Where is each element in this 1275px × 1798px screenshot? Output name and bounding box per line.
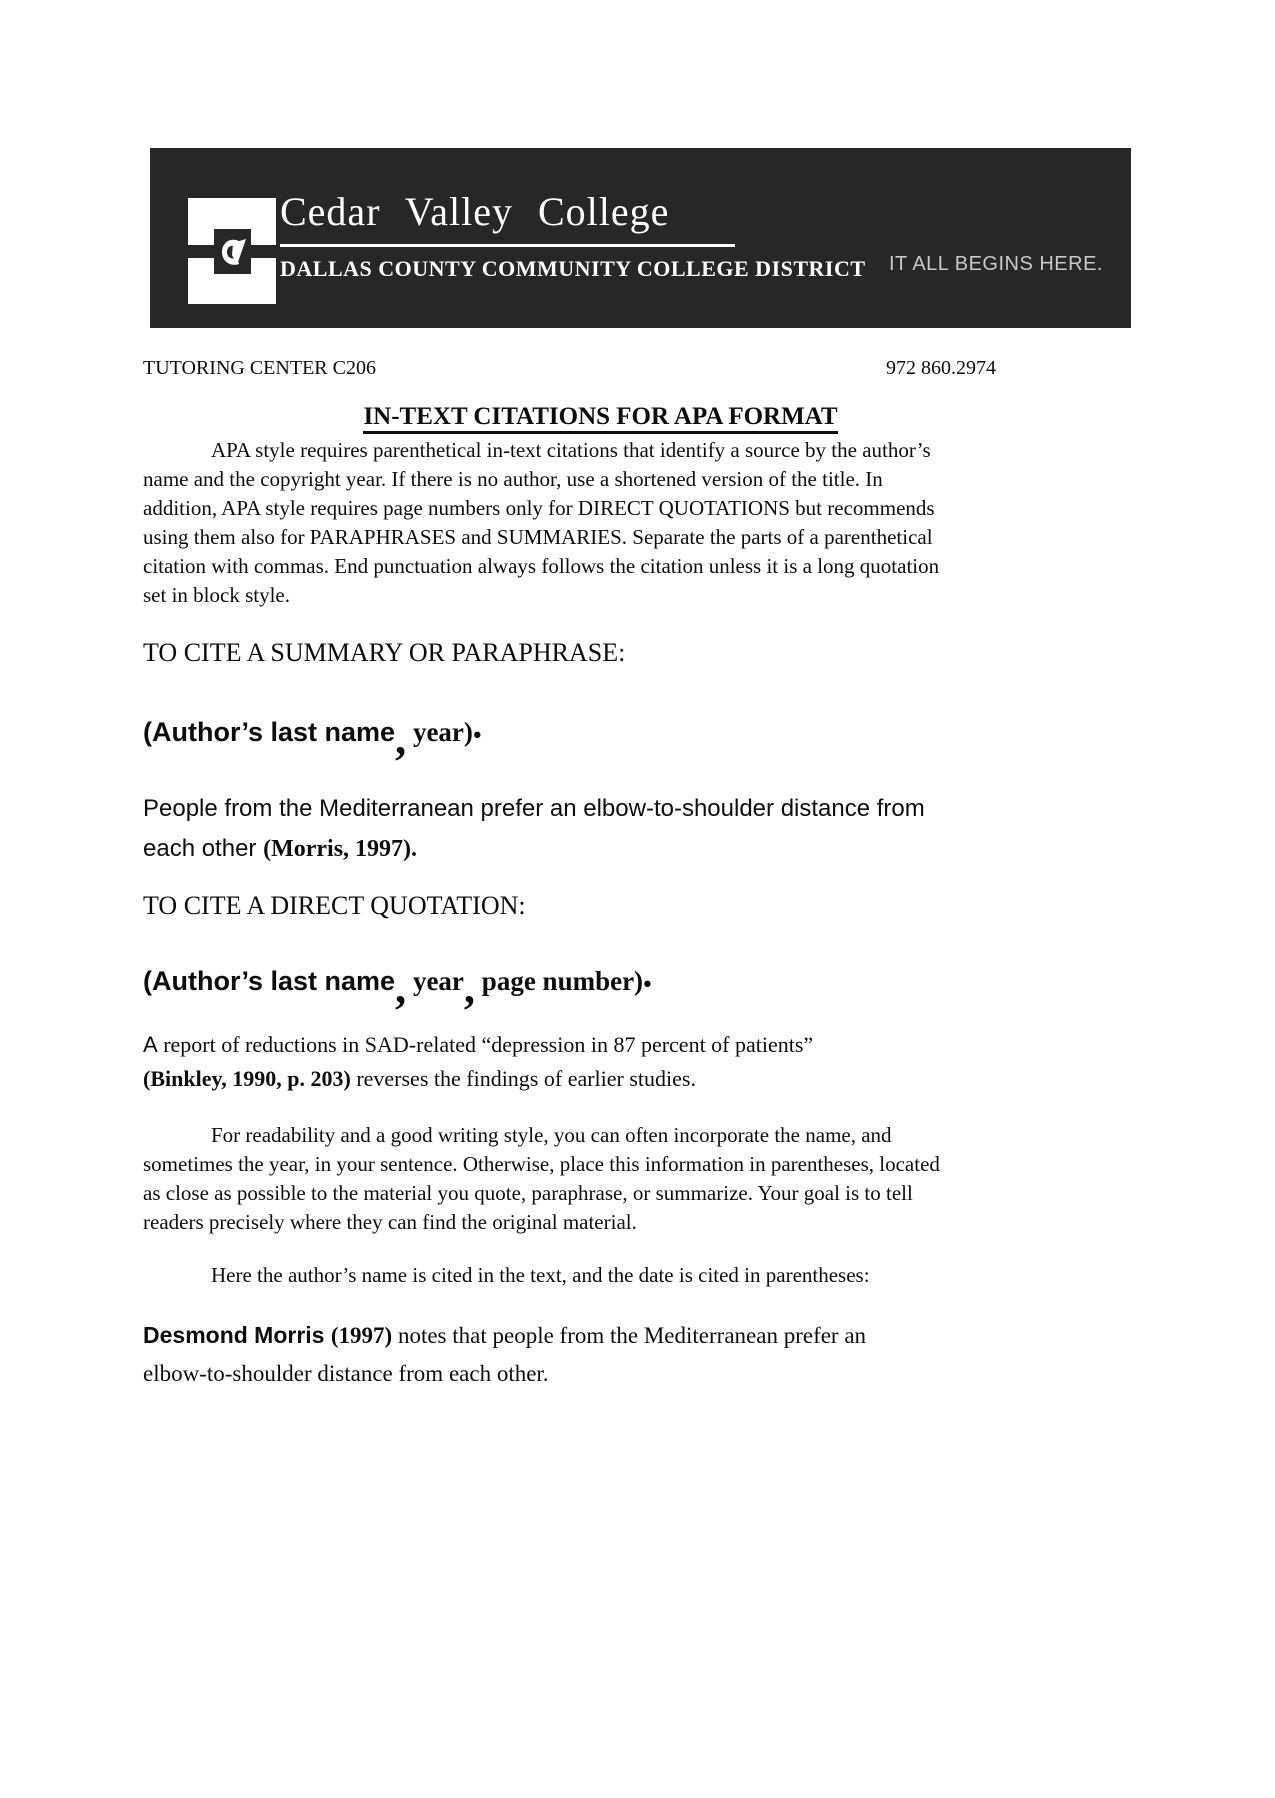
text-line: For readability and a good writing style, you can often incorporate the name, and <box>211 1123 892 1148</box>
desmond-example-line1 <box>143 1316 1058 1355</box>
desmond-morris-example <box>143 1316 1058 1393</box>
intro-paragraph <box>143 436 1058 610</box>
text-line: Here the author’s name is cited in the text, and the date is cited in parentheses: <box>211 1263 870 1288</box>
author-cited-note <box>143 1261 1058 1290</box>
quotation-example-line1 <box>143 1028 1058 1062</box>
banner-tagline: IT ALL BEGINS HERE. <box>888 253 1103 275</box>
college-banner <box>150 148 1131 328</box>
text-segment: page number) <box>475 966 644 997</box>
text-segment: reverses the findings of earlier studies. <box>350 1066 696 1092</box>
text-segment: notes that people from the Mediterranean prefer an <box>392 1323 867 1349</box>
college-name: Cedar Valley College <box>280 189 670 234</box>
text-segment: ● <box>472 727 482 744</box>
text-segment: (Binkley, 1990, p. 203) <box>143 1066 351 1092</box>
text-line: readers precisely where they can find the original material. <box>143 1210 637 1235</box>
text-line: using them also for PARAPHRASES and SUMMARIES. Separate the parts of a parenthetical <box>143 525 933 549</box>
text-line: as close as possible to the material you quote, paraphrase, or summarize. Your goal is to tell <box>143 1181 913 1206</box>
text-line: addition, APA style requires page numbers only for DIRECT QUOTATIONS but recommends <box>143 496 935 520</box>
tutoring-center-label: TUTORING CENTER C206 <box>143 357 376 379</box>
summary-section-heading: TO CITE A SUMMARY OR PARAPHRASE: <box>143 638 626 667</box>
text-segment: elbow-to-shoulder distance from each other. <box>143 1361 549 1387</box>
text-line: citation with commas. End punctuation always follows the citation unless it is a long quotation <box>143 554 940 578</box>
banner-text-group <box>280 190 866 282</box>
summary-example-line1 <box>143 789 1058 829</box>
text-segment: Desmond Morris <box>143 1322 331 1349</box>
contact-row <box>143 355 1058 381</box>
text-segment: (Author’s last name <box>143 717 396 747</box>
quotation-section-heading: TO CITE A DIRECT QUOTATION: <box>143 891 526 921</box>
cv-monogram-icon <box>218 233 248 271</box>
readability-paragraph <box>143 1121 1058 1237</box>
district-name: DALLAS COUNTY COMMUNITY COLLEGE DISTRICT <box>280 256 866 281</box>
text-segment: (1997) <box>330 1323 393 1349</box>
text-segment: People from the Mediterranean prefer an elbow-to-shoulder distance from <box>143 795 925 823</box>
text-segment: year) <box>406 717 473 747</box>
text-segment: report of reductions in SAD-related “depression in 87 percent of patients” <box>157 1032 814 1058</box>
text-segment: A <box>143 1032 158 1058</box>
text-segment: , <box>463 962 476 1013</box>
college-logo <box>188 198 276 304</box>
quotation-example <box>143 1028 1058 1096</box>
logo-monogram-box <box>214 229 251 274</box>
text-segment: ● <box>643 976 653 993</box>
text-segment: (Morris, 1997). <box>263 836 418 863</box>
text-line: sometimes the year, in your sentence. Otherwise, place this information in parentheses, located <box>143 1152 940 1177</box>
phone-number: 972 860.2974 <box>886 357 996 379</box>
text-segment: year <box>406 966 464 997</box>
page-title: IN-TEXT CITATIONS FOR APA FORMAT <box>143 402 1058 432</box>
summary-example <box>143 789 1058 869</box>
banner-divider <box>280 244 735 247</box>
text-line: APA style requires parenthetical in-text citations that identify a source by the author’s <box>211 438 931 462</box>
text-segment: , <box>395 713 407 764</box>
text-line: name and the copyright year. If there is no author, use a shortened version of the title. In <box>143 467 883 491</box>
quotation-citation-formula <box>143 959 1058 1013</box>
quotation-example-line2 <box>143 1062 1058 1096</box>
text-line: set in block style. <box>143 583 290 607</box>
text-segment: , <box>395 962 407 1013</box>
text-segment: each other <box>143 835 264 863</box>
summary-citation-formula <box>143 710 1058 764</box>
text-segment: (Author’s last name <box>143 966 396 997</box>
desmond-example-line2 <box>143 1355 1058 1393</box>
document-page <box>0 148 1103 1393</box>
summary-example-line2 <box>143 829 1058 869</box>
